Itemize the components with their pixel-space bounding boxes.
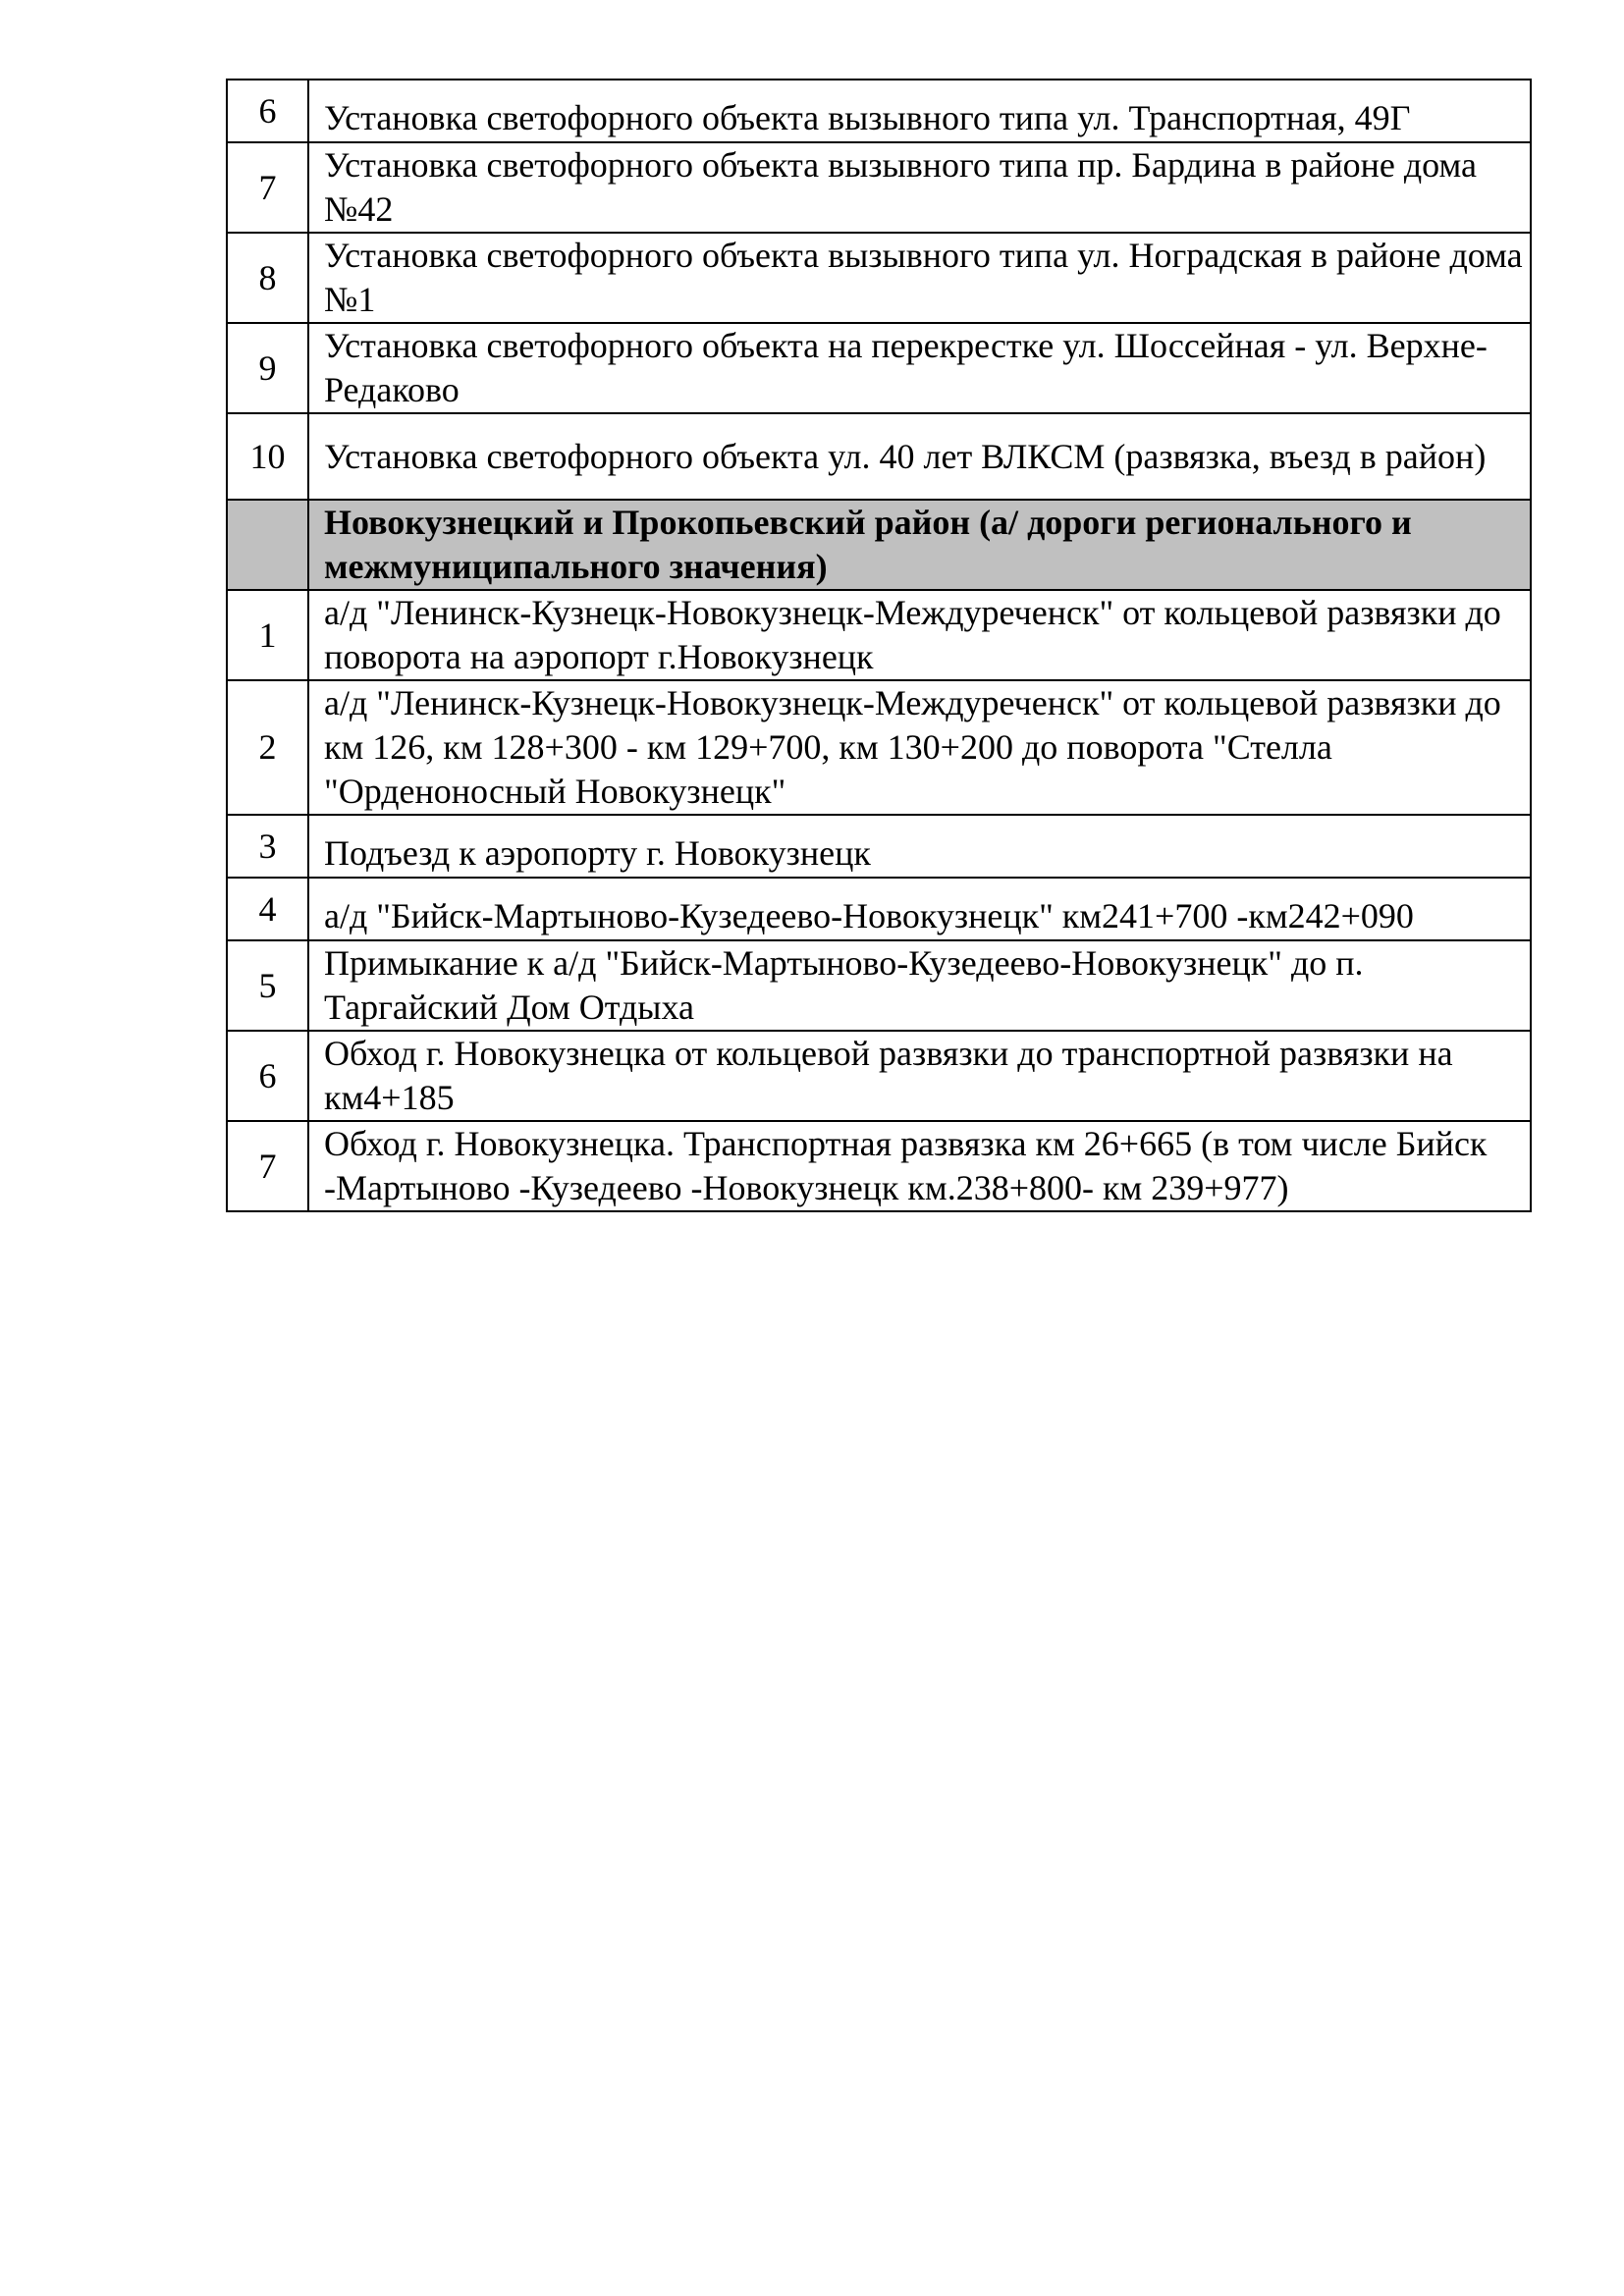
row-text: Обход г. Новокузнецка. Транспортная развязка км 26+665 (в том числе Бийск -Мартыново -Кузедеево -Новокузнецк км.238+800- км 239+977): [308, 1121, 1531, 1211]
row-number: 6: [227, 1031, 308, 1121]
row-number: 6: [227, 80, 308, 142]
row-number: 9: [227, 323, 308, 413]
row-text: Установка светофорного объекта вызывного типа ул. Ноградская в районе дома №1: [308, 233, 1531, 323]
row-text: Подъезд к аэропорту г. Новокузнецк: [308, 815, 1531, 878]
table-row: [227, 940, 1531, 1031]
row-text: Установка светофорного объекта вызывного типа ул. Транспортная, 49Г: [308, 80, 1531, 142]
table-row: [227, 1031, 1531, 1121]
row-number: 7: [227, 142, 308, 233]
table-row: [227, 80, 1531, 142]
row-text: а/д "Ленинск-Кузнецк-Новокузнецк-Междуреченск" от кольцевой развязки до поворота на аэропорт г.Новокузнецк: [308, 590, 1531, 680]
row-number: 2: [227, 680, 308, 815]
row-text: а/д "Ленинск-Кузнецк-Новокузнецк-Междуреченск" от кольцевой развязки до км 126, км 128+300 - км 129+700, км 130+200 до поворота "Стелла "Орденоносный Новокузнецк": [308, 680, 1531, 815]
row-text: Обход г. Новокузнецка от кольцевой развязки до транспортной развязки на км4+185: [308, 1031, 1531, 1121]
objects-table: [226, 79, 1532, 1212]
section-heading: Новокузнецкий и Прокопьевский район (а/ дороги регионального и межмуниципального значения): [308, 500, 1531, 590]
row-number: 3: [227, 815, 308, 878]
row-number: 7: [227, 1121, 308, 1211]
section-heading-row: [227, 500, 1531, 590]
row-text: Установка светофорного объекта вызывного типа пр. Бардина в районе дома №42: [308, 142, 1531, 233]
table-row: [227, 142, 1531, 233]
table-row: [227, 815, 1531, 878]
row-number: 8: [227, 233, 308, 323]
section-number-cell: [227, 500, 308, 590]
table-row: [227, 590, 1531, 680]
row-number: 1: [227, 590, 308, 680]
row-number: 5: [227, 940, 308, 1031]
row-text: а/д "Бийск-Мартыново-Кузедеево-Новокузнецк" км241+700 -км242+090: [308, 878, 1531, 940]
table-row: [227, 323, 1531, 413]
table-row: [227, 413, 1531, 500]
table-row: [227, 878, 1531, 940]
row-text: Установка светофорного объекта на перекрестке ул. Шоссейная - ул. Верхне-Редаково: [308, 323, 1531, 413]
table-row: [227, 233, 1531, 323]
table-row: [227, 1121, 1531, 1211]
row-text: Установка светофорного объекта ул. 40 лет ВЛКСМ (развязка, въезд в район): [308, 413, 1531, 500]
table-row: [227, 680, 1531, 815]
row-text: Примыкание к а/д "Бийск-Мартыново-Кузедеево-Новокузнецк" до п. Таргайский Дом Отдыха: [308, 940, 1531, 1031]
row-number: 4: [227, 878, 308, 940]
row-number: 10: [227, 413, 308, 500]
